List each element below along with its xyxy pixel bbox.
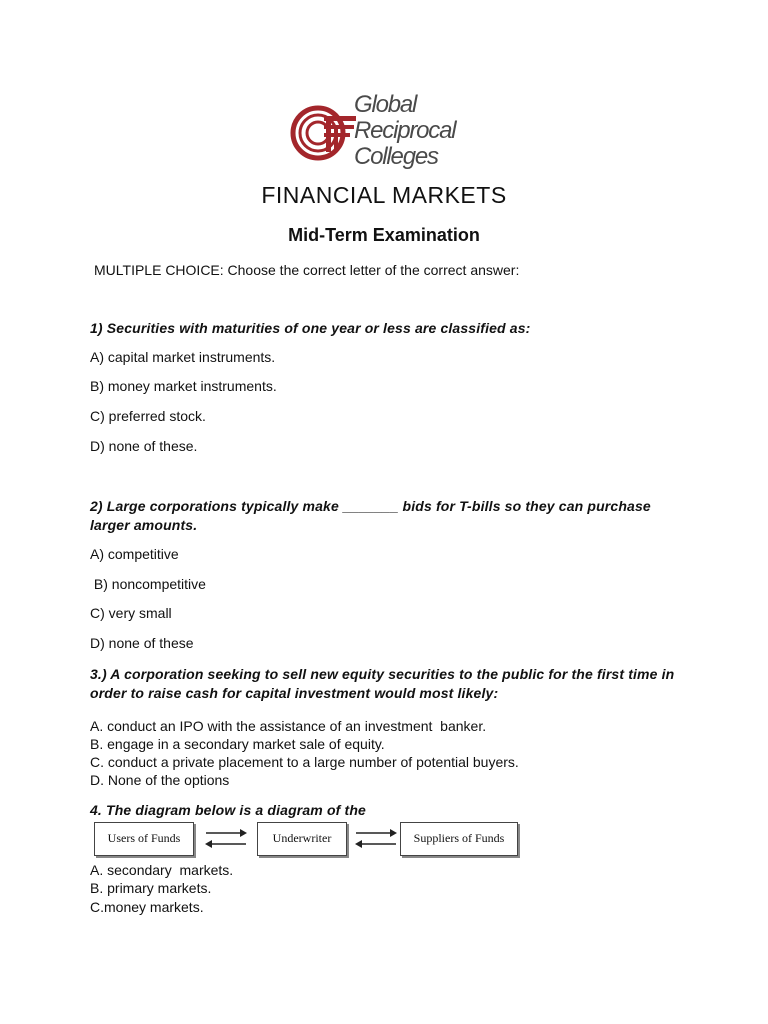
logo-line: Reciprocal <box>354 117 456 144</box>
page-title: FINANCIAL MARKETS <box>261 182 507 208</box>
option: A) capital market instruments. <box>90 349 276 365</box>
logo-wordmark <box>354 92 455 170</box>
option: D) none of these. <box>90 438 198 454</box>
flow-arrows-icon <box>354 827 398 849</box>
users-of-funds-box: Users of Funds <box>94 822 194 856</box>
option: C.money markets. <box>90 899 204 915</box>
option: A. secondary markets. <box>90 862 234 878</box>
funds-flow-diagram <box>94 822 524 860</box>
page-subtitle: Mid-Term Examination <box>288 225 480 245</box>
logo-line: Global <box>354 91 417 118</box>
question-text: 2) Large corporations typically make _______ bids for T-bills so they can purchase larger amounts. <box>90 498 651 533</box>
suppliers-of-funds-box: Suppliers of Funds <box>400 822 518 856</box>
college-logo-icon <box>290 104 356 162</box>
option: C) preferred stock. <box>90 408 206 424</box>
option: B. primary markets. <box>90 880 212 896</box>
question-2 <box>90 497 680 535</box>
option: A) competitive <box>90 546 179 562</box>
underwriter-box: Underwriter <box>257 822 347 856</box>
option: D. None of the options <box>90 772 230 788</box>
question-text: 4. The diagram below is a diagram of the <box>90 802 366 818</box>
instructions: MULTIPLE CHOICE: Choose the correct letter of the correct answer: <box>94 262 520 278</box>
option: D) none of these <box>90 635 194 651</box>
option: C. conduct a private placement to a large number of potential buyers. <box>90 754 519 770</box>
option: B. engage in a secondary market sale of equity. <box>90 736 385 752</box>
option: A. conduct an IPO with the assistance of an investment banker. <box>90 718 487 734</box>
arrow-left-icon <box>355 840 396 848</box>
option: B) money market instruments. <box>90 378 277 394</box>
arrow-right-icon <box>206 829 247 837</box>
flow-arrows-icon <box>204 827 248 849</box>
arrow-right-icon <box>356 829 397 837</box>
option: C) very small <box>90 605 172 621</box>
question-text: 3.) A corporation seeking to sell new equity securities to the public for the first time in order to raise cash for capital investment would most likely: <box>90 666 675 701</box>
question-4 <box>90 801 680 820</box>
question-3 <box>90 665 680 703</box>
college-logo <box>290 90 490 174</box>
question-1 <box>90 319 690 338</box>
option: B) noncompetitive <box>90 576 206 592</box>
arrow-left-icon <box>205 840 246 848</box>
logo-line: Colleges <box>354 143 438 170</box>
question-text: 1) Securities with maturities of one year or less are classified as: <box>90 320 531 336</box>
